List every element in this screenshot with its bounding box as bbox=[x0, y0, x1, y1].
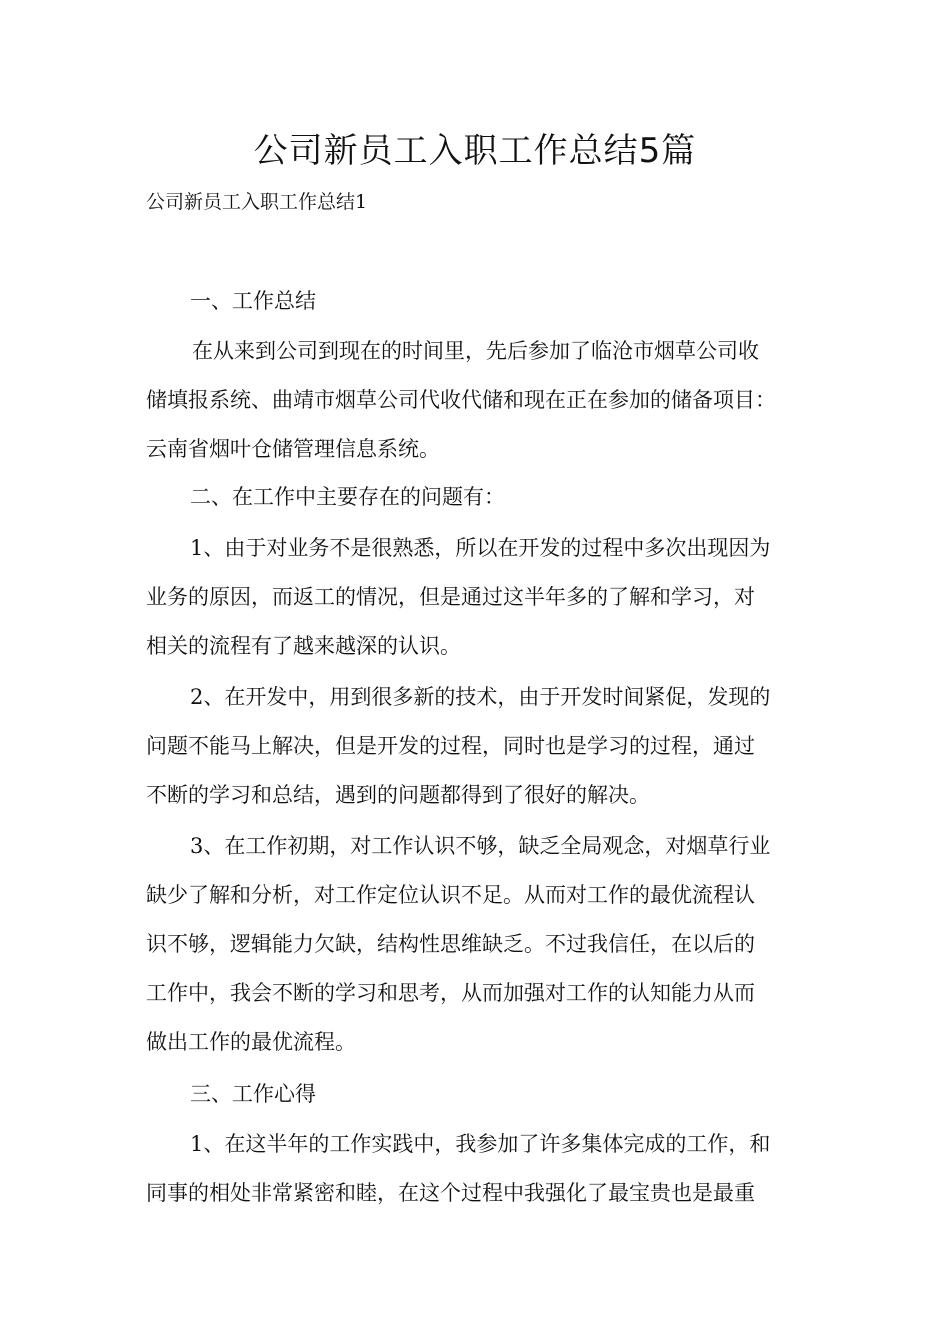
paragraph-line: 在从来到公司到现在的时间里，先后参加了临沧市烟草公司收 bbox=[192, 339, 759, 363]
paragraph-line: 问题不能马上解决，但是开发的过程，同时也是学习的过程，通过 bbox=[146, 734, 755, 758]
paragraph-experience-1 bbox=[146, 1120, 806, 1218]
section-heading-experience: 三、工作心得 bbox=[190, 1082, 316, 1106]
paragraph-work-summary bbox=[146, 327, 806, 474]
paragraph-line: 做出工作的最优流程。 bbox=[146, 1030, 356, 1054]
paragraph-line: 工作中，我会不断的学习和思考，从而加强对工作的认知能力从而 bbox=[146, 981, 755, 1005]
section-heading-problems: 二、在工作中主要存在的问题有： bbox=[190, 485, 505, 509]
document-title: 公司新员工入职工作总结5篇 bbox=[253, 131, 697, 171]
paragraph-line: 不断的学习和总结，遇到的问题都得到了很好的解决。 bbox=[146, 783, 650, 807]
paragraph-problem-1 bbox=[146, 524, 806, 671]
paragraph-line: 识不够，逻辑能力欠缺，结构性思维缺乏。不过我信任，在以后的 bbox=[146, 932, 755, 956]
paragraph-line: 1、由于对业务不是很熟悉，所以在开发的过程中多次出现因为 bbox=[190, 536, 771, 560]
paragraph-line: 储填报系统、曲靖市烟草公司代收代储和现在正在参加的储备项目： bbox=[146, 388, 776, 412]
paragraph-problem-2 bbox=[146, 673, 806, 820]
paragraph-line: 云南省烟叶仓储管理信息系统。 bbox=[146, 437, 440, 461]
paragraph-line: 3、在工作初期，对工作认识不够，缺乏全局观念，对烟草行业 bbox=[190, 834, 771, 858]
section-heading-work-summary: 一、工作总结 bbox=[190, 289, 316, 313]
paragraph-line: 2、在开发中，用到很多新的技术，由于开发时间紧促，发现的 bbox=[190, 685, 771, 709]
paragraph-line: 缺少了解和分析，对工作定位认识不足。从而对工作的最优流程认 bbox=[146, 883, 755, 907]
document-subtitle: 公司新员工入职工作总结1 bbox=[146, 191, 368, 213]
paragraph-line: 1、在这半年的工作实践中，我参加了许多集体完成的工作，和 bbox=[190, 1132, 771, 1156]
paragraph-problem-3 bbox=[146, 822, 806, 1067]
paragraph-line: 相关的流程有了越来越深的认识。 bbox=[146, 634, 461, 658]
paragraph-line: 同事的相处非常紧密和睦，在这个过程中我强化了最宝贵也是最重 bbox=[146, 1181, 755, 1205]
paragraph-line: 业务的原因，而返工的情况，但是通过这半年多的了解和学习，对 bbox=[146, 585, 755, 609]
